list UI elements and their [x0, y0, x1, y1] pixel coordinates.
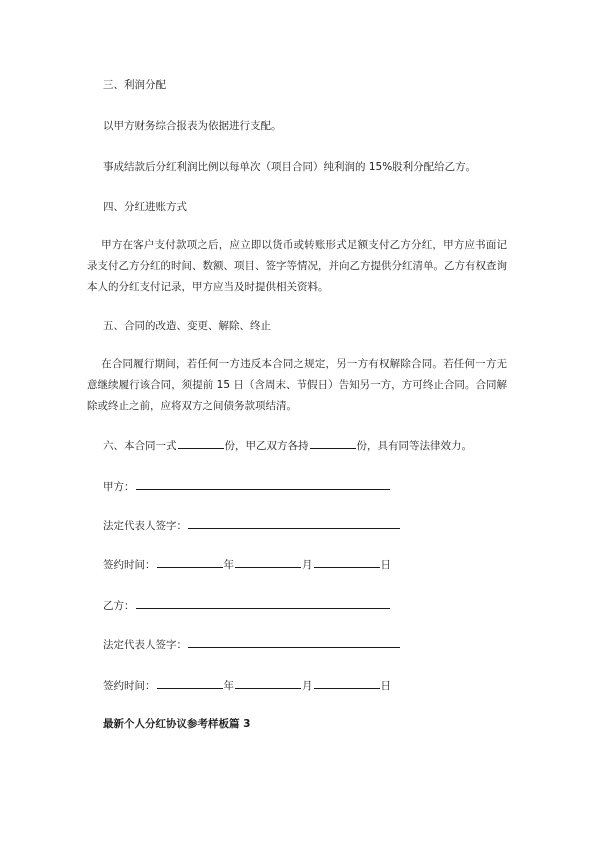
section-heading-change: 五、合同的改造、变更、解除、终止 [103, 320, 271, 332]
month-label: 月 [302, 559, 313, 571]
date-b-label: 签约时间： [103, 680, 156, 692]
year-label: 年 [223, 559, 234, 571]
rep-a-line [103, 518, 401, 533]
month-blank [235, 678, 301, 689]
day-label: 日 [380, 559, 391, 571]
rep-b-line [103, 637, 401, 652]
copies-clause [103, 438, 472, 453]
date-a-line [103, 557, 391, 572]
copies-text-2: 份，甲乙双方各持 [224, 440, 309, 452]
date-a-label: 签约时间： [103, 559, 156, 571]
year-label: 年 [223, 680, 234, 692]
date-b-line [103, 678, 391, 693]
month-blank [235, 557, 301, 568]
party-b-blank [136, 598, 390, 609]
rep-a-blank [188, 518, 400, 529]
profit-paragraph-2: 事成结款后分红利润比例以每单次（项目合同）纯利润的 15%股利分配给乙方。 [103, 161, 477, 173]
change-text: 在合同履行期间，若任何一方违反本合同之规定，另一方有权解除合同。若任何一方无意继续履行该合同，须提前 15 日（含周末、节假日）告知另一方，方可终止合同。合同解除或终止之前，应将双方之间债务款项结清。 [87, 358, 507, 412]
next-section-title: 最新个人分红协议参考样板篇 3 [103, 718, 251, 730]
party-a-line [103, 479, 391, 494]
party-b-line [103, 598, 391, 613]
rep-a-label: 法定代表人签字： [103, 520, 187, 532]
change-paragraph [87, 354, 507, 417]
day-label: 日 [380, 680, 391, 692]
copies-blank-1 [178, 438, 224, 449]
dividend-paragraph [87, 235, 507, 298]
month-label: 月 [302, 680, 313, 692]
copies-blank-2 [310, 438, 356, 449]
day-blank [314, 557, 380, 568]
rep-b-blank [188, 637, 400, 648]
party-a-blank [136, 479, 390, 490]
dividend-text: 甲方在客户支付款项之后，应立即以货币或转账形式足额支付乙方分红，甲方应书面记录支付乙方分红的时间、数额、项目、签字等情况，并向乙方提供分红清单。乙方有权查询本人的分红支付记录，甲方应当及时提供相关资料。 [87, 239, 507, 293]
copies-text-1: 六、本合同一式 [103, 440, 177, 452]
year-blank [157, 557, 223, 568]
party-a-label: 甲方： [103, 481, 135, 493]
section-heading-dividend: 四、分红进账方式 [103, 201, 187, 213]
section-heading-profit: 三、利润分配 [103, 79, 166, 91]
party-b-label: 乙方： [103, 600, 135, 612]
year-blank [157, 678, 223, 689]
profit-paragraph-1: 以甲方财务综合报表为依据进行支配。 [103, 120, 282, 132]
rep-b-label: 法定代表人签字： [103, 639, 187, 651]
copies-text-3: 份，具有同等法律效力。 [356, 440, 472, 452]
day-blank [314, 678, 380, 689]
